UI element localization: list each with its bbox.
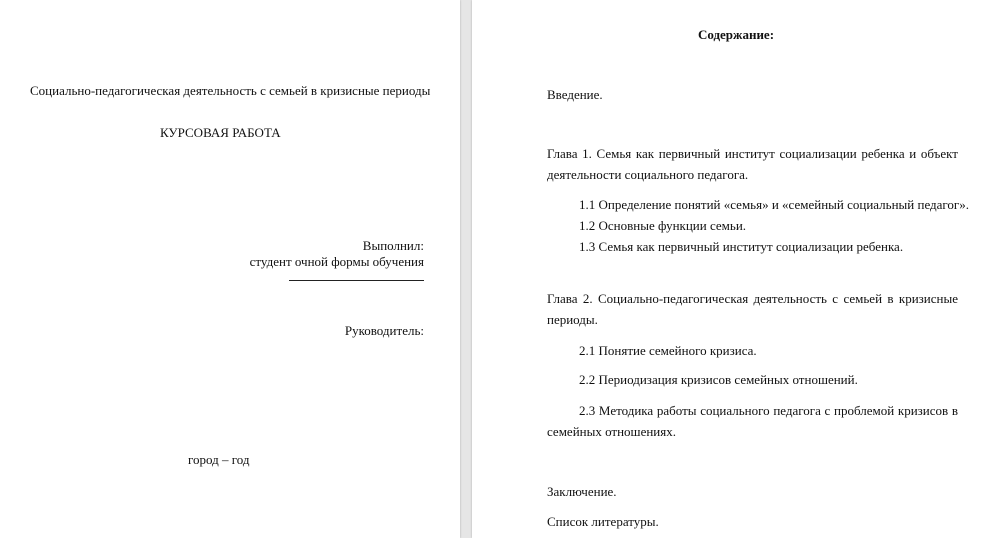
work-topic: Социально-педагогическая деятельность с семьей в кризисные периоды: [30, 83, 431, 98]
toc-item-2-2: 2.2 Периодизация кризисов семейных отношений.: [579, 372, 858, 387]
toc-item-2-3: 2.3 Методика работы социального педагога с проблемой кризисов в семейных отношениях.: [547, 403, 958, 439]
city-year: город – год: [188, 452, 250, 467]
toc-item-2-1: 2.1 Понятие семейного кризиса.: [579, 343, 757, 358]
signature-line: [289, 280, 424, 281]
toc-conclusion: Заключение.: [547, 484, 617, 499]
contents-page: [472, 0, 1000, 538]
toc-chapter-2: Глава 2. Социально-педагогическая деятельность с семьей в кризисные периоды.: [547, 291, 958, 327]
toc-intro: Введение.: [547, 87, 603, 102]
toc-item-1-2: 1.2 Основные функции семьи.: [579, 218, 747, 233]
performed-by-label: Выполнил:: [362, 238, 424, 253]
supervisor-label: Руководитель:: [344, 323, 424, 338]
contents-title: Содержание:: [697, 27, 775, 42]
work-type: КУРСОВАЯ РАБОТА: [160, 125, 281, 140]
toc-item-1-3: 1.3 Семья как первичный институт социализации ребенка.: [579, 239, 904, 254]
title-page: [0, 0, 460, 538]
toc-chapter-1: Глава 1. Семья как первичный институт социализации ребенка и объект деятельности социального педагога.: [547, 146, 958, 182]
toc-item-1-1: 1.1 Определение понятий «семья» и «семейный социальный педагог».: [579, 197, 970, 212]
performed-by-value: студент очной формы обучения: [249, 254, 424, 269]
toc-references: Список литературы.: [547, 514, 659, 529]
